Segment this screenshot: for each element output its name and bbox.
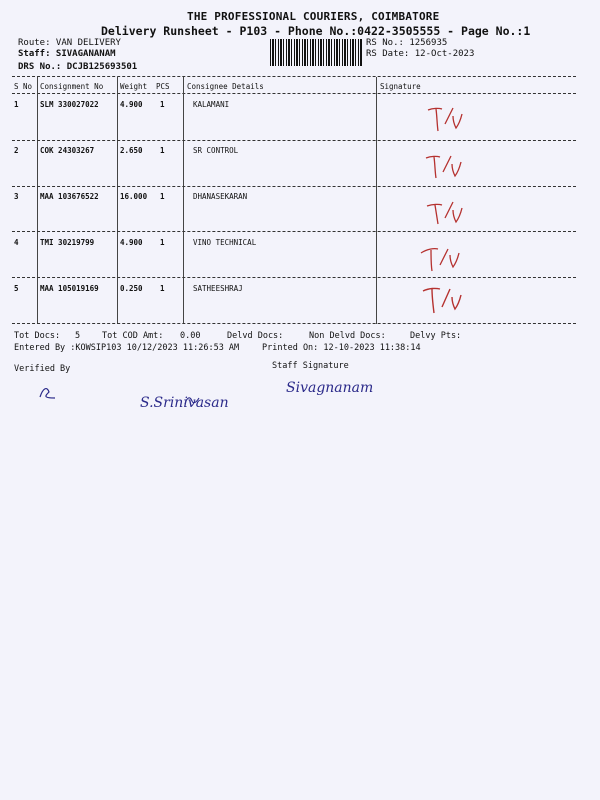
row-consignee: KALAMANI [193, 100, 230, 109]
row-consignee: DHANASEKARAN [193, 192, 248, 201]
recipient-signature [418, 243, 468, 273]
drs-number: DRS No.: DCJB125693501 [18, 62, 138, 72]
staff-signature-text: Sivagnanam [286, 380, 374, 396]
table-bottom-rule [12, 323, 576, 324]
row-weight: 2.650 [120, 146, 143, 155]
rs-number: RS No.: 1256935 [366, 38, 448, 48]
row-sno: 1 [14, 100, 19, 109]
delvd-docs-label: Delvd Docs: [227, 331, 284, 341]
col-header-pcs: PCS [156, 82, 170, 91]
row-separator [12, 277, 576, 278]
row-weight: 16.000 [120, 192, 148, 201]
row-pcs: 1 [160, 100, 165, 109]
row-pcs: 1 [160, 284, 165, 293]
non-delvd-docs-label: Non Delvd Docs: [309, 331, 386, 341]
col-header-sno: S No [14, 82, 33, 91]
entered-by: Entered By :KOWSIP103 10/12/2023 11:26:53 AM [14, 343, 240, 353]
rs-date: RS Date: 12-Oct-2023 [366, 49, 475, 59]
route-label: Route: VAN DELIVERY [18, 38, 121, 48]
recipient-signature [423, 150, 468, 180]
col-divider [37, 77, 38, 324]
staff-label: Staff: SIVAGANANAM [18, 49, 116, 59]
col-header-consignee: Consignee Details [187, 82, 264, 91]
staff-signature-label: Staff Signature [272, 361, 349, 371]
verifier-mark [182, 393, 202, 407]
row-weight: 4.900 [120, 238, 143, 247]
row-separator [12, 140, 576, 141]
recipient-signature [425, 104, 470, 132]
verifier-initial-signature [35, 382, 60, 402]
col-header-signature: Signature [380, 82, 421, 91]
col-divider [376, 77, 377, 324]
row-sno: 3 [14, 192, 19, 201]
table-top-rule [12, 76, 576, 77]
row-pcs: 1 [160, 238, 165, 247]
col-divider [183, 77, 184, 324]
row-consignee: SATHEESHRAJ [193, 284, 243, 293]
row-consignment: MAA 105019169 [40, 284, 99, 293]
col-header-weight: Weight [120, 82, 148, 91]
row-sno: 5 [14, 284, 19, 293]
tot-cod-value: 0.00 [180, 331, 201, 341]
tot-docs-label: Tot Docs: [14, 331, 61, 341]
tot-cod-label: Tot COD Amt: [102, 331, 164, 341]
verifier-signature-text: S.Srinivasan [140, 395, 229, 411]
tot-docs-value: 5 [75, 331, 81, 341]
row-pcs: 1 [160, 192, 165, 201]
row-weight: 0.250 [120, 284, 143, 293]
recipient-signature [425, 198, 470, 226]
staff-signature [286, 380, 373, 396]
row-consignment: MAA 103676522 [40, 192, 99, 201]
table-header-rule [12, 93, 576, 94]
col-header-consignment: Consignment No [40, 82, 104, 91]
col-divider [117, 77, 118, 324]
row-sno: 2 [14, 146, 19, 155]
row-consignee: SR CONTROL [193, 146, 239, 155]
verified-by-label: Verified By [14, 364, 71, 374]
company-title: THE PROFESSIONAL COURIERS, COIMBATORE [187, 10, 440, 23]
barcode [270, 39, 362, 66]
row-separator [12, 231, 576, 232]
row-consignment: SLM 330027022 [40, 100, 99, 109]
printed-on: Printed On: 12-10-2023 11:38:14 [262, 343, 421, 353]
row-consignee: VINO TECHNICAL [193, 238, 257, 247]
delvy-pts-label: Delvy Pts: [410, 331, 462, 341]
recipient-signature [420, 283, 470, 315]
runsheet-subtitle: Delivery Runsheet - P103 - Phone No.:0422-3505555 - Page No.:1 [101, 24, 531, 38]
row-consignment: TMI 30219799 [40, 238, 95, 247]
row-consignment: COK 24303267 [40, 146, 95, 155]
row-pcs: 1 [160, 146, 165, 155]
row-weight: 4.900 [120, 100, 143, 109]
row-separator [12, 186, 576, 187]
row-sno: 4 [14, 238, 19, 247]
